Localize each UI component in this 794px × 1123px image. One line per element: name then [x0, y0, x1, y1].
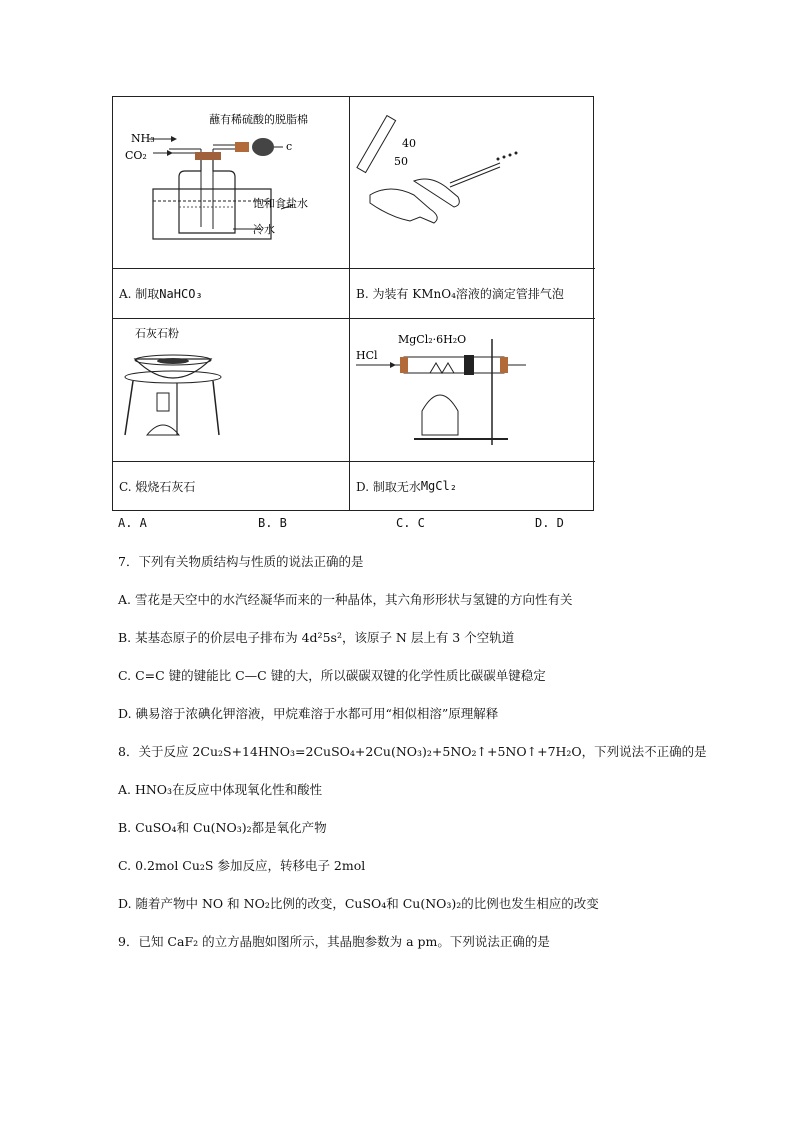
q8-option-c: C. 0.2mol Cu₂S 参加反应，转移电子 2mol — [118, 858, 366, 873]
caption-b — [350, 269, 595, 319]
q8-option-b: B. CuSO₄和 Cu(NO₃)₂都是氧化产物 — [118, 820, 327, 835]
caption-c-text: C. 煅烧石灰石 — [119, 479, 196, 494]
caption-a — [113, 269, 350, 319]
figure-a-cell — [113, 97, 350, 269]
q7-option-a: A. 雪花是天空中的水汽经凝华而来的一种晶体，其六角形形状与氢键的方向性有关 — [118, 592, 573, 607]
label-outlet-c: c — [286, 140, 293, 153]
label-limestone-powder: 石灰石粉 — [135, 327, 179, 340]
caption-d-formula: MgCl₂ — [420, 479, 457, 493]
figure-d-dehydration — [350, 319, 594, 461]
burette-tick-40: 40 — [402, 137, 416, 150]
caption-b-prefix: B. 为装有 KMnO₄ — [356, 287, 456, 301]
label-mgcl2-hydrate: MgCl₂·6H₂O — [398, 333, 467, 346]
q6-option-a: A. A — [118, 516, 147, 530]
q8-option-a: A. HNO₃在反应中体现氧化性和酸性 — [118, 782, 323, 797]
q8-option-d: D. 随着产物中 NO 和 NO₂比例的改变，CuSO₄和 Cu(NO₃)₂的比例也发生相应的改变 — [118, 896, 599, 911]
figure-c-cell — [113, 319, 350, 462]
figure-b-cell — [350, 97, 595, 269]
caption-b-text: 溶液的滴定管排气泡 — [455, 287, 564, 301]
figure-a-apparatus — [113, 97, 349, 268]
q7-option-c: C. C=C 键的键能比 C—C 键的大，所以碳碳双键的化学性质比碳碳单键稳定 — [118, 668, 546, 683]
q7-stem: 7．下列有关物质结构与性质的说法正确的是 — [118, 554, 364, 569]
label-cold-water: 冷水 — [253, 223, 275, 236]
caption-a-formula: NaHCO₃ — [159, 286, 203, 301]
label-nh3: NH₃ — [131, 132, 155, 145]
q7-option-b: B. 某基态原子的价层电子排布为 4d²5s²，该原子 N 层上有 3 个空轨道 — [118, 630, 515, 645]
q8-stem: 8．关于反应 2Cu₂S+14HNO₃=2CuSO₄+2Cu(NO₃)₂+5NO₂↑+5NO↑+7H₂O，下列说法不正确的是 — [118, 744, 707, 759]
label-saturated-brine: 饱和食盐水 — [253, 197, 308, 210]
label-co2: CO₂ — [125, 149, 147, 162]
figure-d-cell — [350, 319, 595, 462]
figure-c-crucible — [113, 319, 349, 461]
caption-d-prefix: D. 制取无水 — [356, 479, 421, 494]
q6-option-b: B. B — [258, 516, 287, 530]
label-hcl: HCl — [356, 349, 378, 362]
q7-option-d: D. 碘易溶于浓碘化钾溶液，甲烷难溶于水都可用“相似相溶”原理解释 — [118, 706, 499, 721]
caption-c — [113, 462, 350, 510]
label-cotton: 蘸有稀硫酸的脱脂棉 — [209, 113, 308, 126]
q6-option-c: C. C — [396, 516, 425, 530]
q6-option-d: D. D — [535, 516, 564, 530]
caption-a-prefix: A. 制取 — [119, 287, 160, 301]
burette-tick-50: 50 — [394, 155, 408, 168]
figure-b-burette-hand — [350, 97, 594, 268]
caption-d — [350, 462, 595, 510]
apparatus-option-grid — [112, 96, 594, 511]
q9-stem: 9．已知 CaF₂ 的立方晶胞如图所示，其晶胞参数为 a pm。下列说法正确的是 — [118, 934, 550, 949]
